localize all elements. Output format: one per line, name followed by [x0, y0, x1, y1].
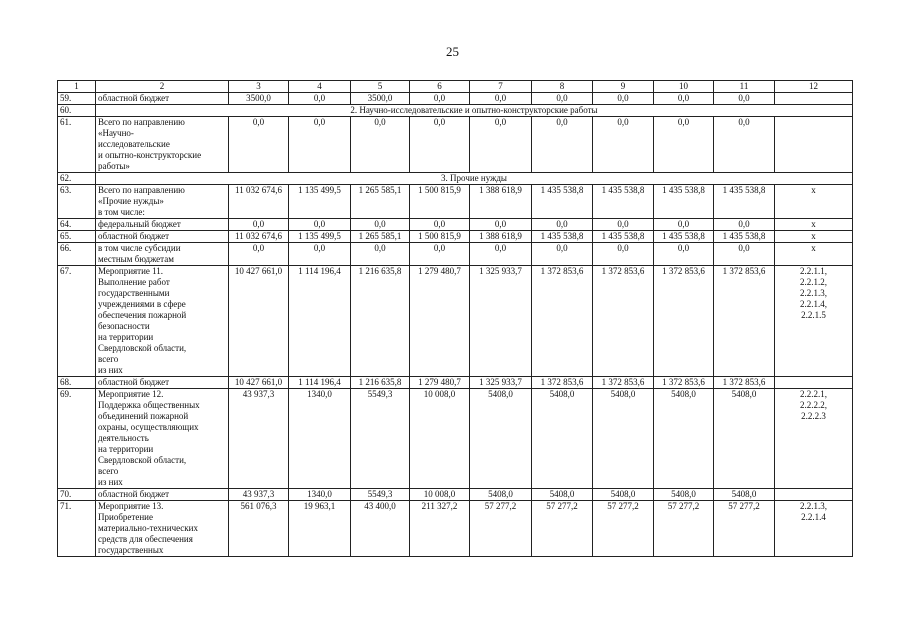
row-name-line: из них: [98, 477, 123, 487]
value-cell: 0,0: [470, 93, 532, 105]
value-cell: 0,0: [410, 117, 470, 173]
target-ref: х: [811, 243, 816, 253]
row-name-line: Выполнение работ: [98, 277, 170, 287]
target-ref-cell: [775, 266, 853, 377]
value-cell: 11 032 674,6: [229, 231, 289, 243]
value-cell: 0,0: [714, 243, 775, 266]
row-name: [96, 389, 229, 489]
table-row: [58, 231, 853, 243]
value-cell: 0,0: [532, 219, 593, 231]
target-ref: 2.2.1.4,: [800, 299, 827, 309]
value-cell: 57 277,2: [593, 501, 654, 557]
value-cell: 1 216 635,8: [351, 266, 410, 377]
value-cell: 1340,0: [289, 389, 351, 489]
value-cell: 1 265 585,1: [351, 231, 410, 243]
target-ref: 2.2.2.1,: [800, 389, 827, 399]
row-name-line: Поддержка общественных: [98, 400, 200, 410]
target-ref-cell: [775, 219, 853, 231]
row-name-line: средств для обеспечения: [98, 534, 193, 544]
row-name-line: «Прочие нужды»: [98, 196, 164, 206]
value-cell: 1 500 815,9: [410, 185, 470, 219]
value-cell: 1 372 853,6: [654, 377, 714, 389]
row-name-line: Мероприятие 11.: [98, 266, 164, 276]
row-name: [96, 231, 229, 243]
value-cell: 0,0: [410, 219, 470, 231]
table-row: [58, 185, 853, 219]
row-number: 61.: [58, 117, 96, 173]
row-name: [96, 185, 229, 219]
row-number: 68.: [58, 377, 96, 389]
target-ref-cell: [775, 231, 853, 243]
value-cell: 5408,0: [593, 489, 654, 501]
value-cell: 1 372 853,6: [714, 266, 775, 377]
row-name: [96, 377, 229, 389]
value-cell: 0,0: [470, 219, 532, 231]
row-number: 62.: [58, 173, 96, 185]
value-cell: 0,0: [593, 93, 654, 105]
value-cell: 5408,0: [654, 389, 714, 489]
value-cell: 0,0: [229, 117, 289, 173]
value-cell: 1 372 853,6: [593, 377, 654, 389]
row-name-line: деятельность: [98, 433, 149, 443]
value-cell: 0,0: [714, 219, 775, 231]
row-name-line: Всего по направлению: [98, 117, 185, 127]
row-name-line: государственными: [98, 288, 170, 298]
row-name: [96, 219, 229, 231]
value-cell: 1 372 853,6: [714, 377, 775, 389]
table-row: [58, 117, 853, 173]
value-cell: 0,0: [532, 117, 593, 173]
value-cell: 1 435 538,8: [654, 231, 714, 243]
column-header: 2: [96, 81, 229, 93]
value-cell: 57 277,2: [714, 501, 775, 557]
row-name-line: «Научно-: [98, 128, 134, 138]
value-cell: 0,0: [470, 243, 532, 266]
row-name-line: из них: [98, 365, 123, 375]
value-cell: 0,0: [714, 117, 775, 173]
value-cell: 1 435 538,8: [593, 231, 654, 243]
row-name-line: учреждениями в сфере: [98, 299, 186, 309]
target-ref-cell: [775, 389, 853, 489]
value-cell: 57 277,2: [532, 501, 593, 557]
row-number: 65.: [58, 231, 96, 243]
target-ref: х: [811, 219, 816, 229]
row-number: 70.: [58, 489, 96, 501]
row-name-line: на территории: [98, 332, 154, 342]
target-ref: 2.2.2.3: [801, 411, 826, 421]
value-cell: 1 435 538,8: [654, 185, 714, 219]
row-name-line: областной бюджет: [98, 377, 170, 387]
row-name-line: материально-технических: [98, 523, 198, 533]
value-cell: 1 135 499,5: [289, 185, 351, 219]
target-ref-cell: [775, 243, 853, 266]
value-cell: 1 372 853,6: [593, 266, 654, 377]
value-cell: 0,0: [654, 93, 714, 105]
row-name: [96, 489, 229, 501]
value-cell: 10 427 661,0: [229, 377, 289, 389]
table-row: [58, 266, 853, 377]
value-cell: 3500,0: [229, 93, 289, 105]
page-number: 25: [446, 44, 459, 59]
column-header: 11: [714, 81, 775, 93]
value-cell: 0,0: [654, 243, 714, 266]
value-cell: 0,0: [714, 93, 775, 105]
target-ref: х: [811, 231, 816, 241]
column-header: 1: [58, 81, 96, 93]
row-name-line: охраны, осуществляющих: [98, 422, 199, 432]
table-row: [58, 93, 853, 105]
row-name-line: в том числе субсидии: [98, 243, 181, 253]
value-cell: 1 435 538,8: [532, 185, 593, 219]
value-cell: 0,0: [654, 117, 714, 173]
table-row: [58, 377, 853, 389]
value-cell: 0,0: [593, 243, 654, 266]
row-name-line: Приобретение: [98, 512, 153, 522]
row-name-line: областной бюджет: [98, 231, 170, 241]
row-name-line: объединений пожарной: [98, 411, 189, 421]
value-cell: 0,0: [410, 243, 470, 266]
target-ref: 2.2.1.5: [801, 310, 826, 320]
value-cell: 0,0: [289, 219, 351, 231]
row-name-line: областной бюджет: [98, 93, 170, 103]
target-ref-cell: [775, 489, 853, 501]
value-cell: 0,0: [593, 219, 654, 231]
row-number: 66.: [58, 243, 96, 266]
value-cell: 0,0: [532, 93, 593, 105]
row-name-line: на территории: [98, 444, 154, 454]
table-body: [58, 81, 853, 557]
value-cell: 1 135 499,5: [289, 231, 351, 243]
value-cell: 3500,0: [351, 93, 410, 105]
value-cell: 1340,0: [289, 489, 351, 501]
value-cell: 43 937,3: [229, 389, 289, 489]
row-name-line: Всего по направлению: [98, 185, 185, 195]
value-cell: 1 325 933,7: [470, 266, 532, 377]
value-cell: 1 114 196,4: [289, 266, 351, 377]
table-row: [58, 389, 853, 489]
row-name-line: и опытно-конструкторские: [98, 150, 202, 160]
value-cell: 0,0: [351, 243, 410, 266]
value-cell: 0,0: [654, 219, 714, 231]
table-row: [58, 219, 853, 231]
row-name: [96, 243, 229, 266]
column-header: 4: [289, 81, 351, 93]
value-cell: 0,0: [532, 243, 593, 266]
value-cell: 57 277,2: [654, 501, 714, 557]
row-number: 64.: [58, 219, 96, 231]
value-cell: 1 435 538,8: [593, 185, 654, 219]
row-name: [96, 117, 229, 173]
value-cell: 1 435 538,8: [532, 231, 593, 243]
value-cell: 0,0: [229, 219, 289, 231]
value-cell: 0,0: [351, 117, 410, 173]
value-cell: 5408,0: [714, 389, 775, 489]
target-ref: 2.2.2.2,: [800, 400, 827, 410]
target-ref-cell: [775, 117, 853, 173]
value-cell: 0,0: [593, 117, 654, 173]
row-name: [96, 501, 229, 557]
target-ref-cell: [775, 185, 853, 219]
target-ref-cell: [775, 93, 853, 105]
value-cell: 1 500 815,9: [410, 231, 470, 243]
value-cell: 1 388 618,9: [470, 185, 532, 219]
target-ref: 2.2.1.3,: [800, 288, 827, 298]
row-name-line: областной бюджет: [98, 489, 170, 499]
row-name: [96, 93, 229, 105]
section-title: 2. Научно-исследовательские и опытно-конструкторские работы: [96, 105, 853, 117]
column-header: 10: [654, 81, 714, 93]
value-cell: 11 032 674,6: [229, 185, 289, 219]
table-row: [58, 489, 853, 501]
section-row: [58, 173, 853, 185]
row-name-line: обеспечения пожарной: [98, 310, 187, 320]
target-ref: 2.2.1.3,: [800, 501, 827, 511]
value-cell: 5408,0: [532, 389, 593, 489]
value-cell: 10 427 661,0: [229, 266, 289, 377]
value-cell: 10 008,0: [410, 489, 470, 501]
column-header: 3: [229, 81, 289, 93]
budget-table: [57, 80, 853, 557]
value-cell: 43 400,0: [351, 501, 410, 557]
column-header: 9: [593, 81, 654, 93]
value-cell: 0,0: [470, 117, 532, 173]
target-ref-cell: [775, 501, 853, 557]
table-row: [58, 501, 853, 557]
row-name-line: всего: [98, 466, 119, 476]
target-ref: 2.2.1.1,: [800, 266, 827, 276]
row-name-line: государственных: [98, 545, 164, 555]
value-cell: 1 216 635,8: [351, 377, 410, 389]
row-name-line: исследовательские: [98, 139, 170, 149]
row-name-line: Свердловской области,: [98, 455, 187, 465]
target-ref-cell: [775, 377, 853, 389]
value-cell: 5408,0: [470, 389, 532, 489]
value-cell: 5549,3: [351, 389, 410, 489]
row-number: 69.: [58, 389, 96, 489]
row-name-line: безопасности: [98, 321, 150, 331]
value-cell: 0,0: [410, 93, 470, 105]
row-number: 60.: [58, 105, 96, 117]
row-name-line: в том числе:: [98, 207, 145, 217]
value-cell: 0,0: [289, 93, 351, 105]
value-cell: 1 372 853,6: [532, 377, 593, 389]
value-cell: 1 388 618,9: [470, 231, 532, 243]
value-cell: 1 325 933,7: [470, 377, 532, 389]
row-number: 59.: [58, 93, 96, 105]
value-cell: 43 937,3: [229, 489, 289, 501]
value-cell: 5408,0: [532, 489, 593, 501]
value-cell: 1 372 853,6: [654, 266, 714, 377]
table-row: [58, 243, 853, 266]
value-cell: 0,0: [289, 243, 351, 266]
value-cell: 1 114 196,4: [289, 377, 351, 389]
value-cell: 19 963,1: [289, 501, 351, 557]
value-cell: 1 435 538,8: [714, 231, 775, 243]
value-cell: 5408,0: [714, 489, 775, 501]
row-name-line: всего: [98, 354, 119, 364]
value-cell: 5408,0: [593, 389, 654, 489]
value-cell: 1 435 538,8: [714, 185, 775, 219]
value-cell: 561 076,3: [229, 501, 289, 557]
section-row: [58, 105, 853, 117]
row-number: 67.: [58, 266, 96, 377]
value-cell: 0,0: [351, 219, 410, 231]
row-number: 63.: [58, 185, 96, 219]
target-ref: 2.2.1.4: [801, 512, 826, 522]
value-cell: 0,0: [229, 243, 289, 266]
value-cell: 5549,3: [351, 489, 410, 501]
row-name-line: Мероприятие 12.: [98, 389, 164, 399]
row-name-line: Свердловской области,: [98, 343, 187, 353]
value-cell: 57 277,2: [470, 501, 532, 557]
value-cell: 1 279 480,7: [410, 266, 470, 377]
value-cell: 5408,0: [654, 489, 714, 501]
value-cell: 1 265 585,1: [351, 185, 410, 219]
row-number: 71.: [58, 501, 96, 557]
target-ref: 2.2.1.2,: [800, 277, 827, 287]
value-cell: 211 327,2: [410, 501, 470, 557]
target-ref: х: [811, 185, 816, 195]
column-header: 7: [470, 81, 532, 93]
column-header: 12: [775, 81, 853, 93]
row-name-line: местным бюджетам: [98, 254, 174, 264]
row-name-line: работы»: [98, 161, 130, 171]
row-name: [96, 266, 229, 377]
value-cell: 5408,0: [470, 489, 532, 501]
value-cell: 1 279 480,7: [410, 377, 470, 389]
row-name-line: Мероприятие 13.: [98, 501, 164, 511]
column-header: 8: [532, 81, 593, 93]
value-cell: 10 008,0: [410, 389, 470, 489]
section-title: 3. Прочие нужды: [96, 173, 853, 185]
row-name-line: федеральный бюджет: [98, 219, 181, 229]
value-cell: 1 372 853,6: [532, 266, 593, 377]
table-header-row: [58, 81, 853, 93]
column-header: 6: [410, 81, 470, 93]
column-header: 5: [351, 81, 410, 93]
value-cell: 0,0: [289, 117, 351, 173]
